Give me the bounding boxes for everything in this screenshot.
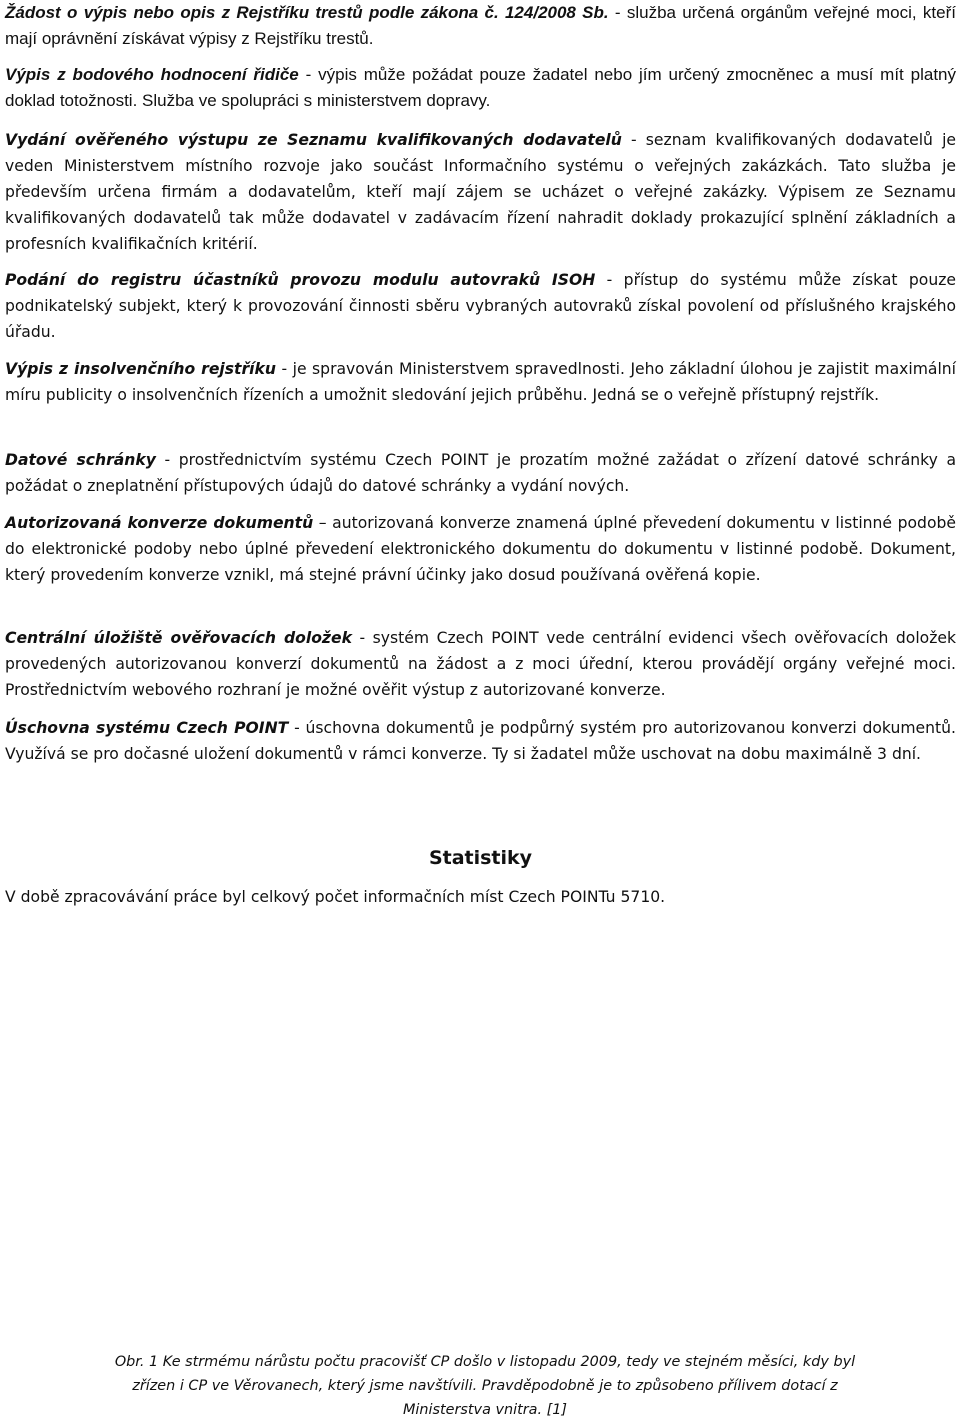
term-verification-storage: Centrální úložiště ověřovacích doložek <box>5 629 352 647</box>
paragraph-qualified-suppliers <box>5 127 956 257</box>
term-czech-point-storage: Úschovna systému Czech POINT <box>5 719 289 737</box>
text-qualified-suppliers: - seznam kvalifikovaných dodavatelů je veden Ministerstvem místního rozvoje jako součást Informačního systému o veřejných zakázkách. Tato služba je především určena firmám a dodavatelům, kteří mají zájem se ucházet o veřejné zakázky. Výpisem ze Seznamu kvalifikovaných dodavatelů tak může dodavatel v zadávacím řízení nahradit doklady prokazující splnění základních a profesních kvalifikačních kritérií. <box>5 131 956 253</box>
term-criminal-record: Žádost o výpis nebo opis z Rejstříku trestů podle zákona č. 124/2008 Sb. <box>5 3 609 22</box>
term-data-boxes: Datové schránky <box>5 451 156 469</box>
text-data-boxes: - prostřednictvím systému Czech POINT je prozatím možné zažádat o zřízení datové schránky a požádat o zneplatnění přístupových údajů do datové schránky a vydání nových. <box>5 451 957 495</box>
text-document-conversion: – autorizovaná konverze znamená úplné převedení dokumentu v listinné podobě do elektronické podoby nebo úplné převedení elektronického dokumentu do dokumentu v listinné podobě. Dokument, který provedením konverze vznikl, má stejné právní účinky jako dosud používaná ověřená kopie. <box>5 514 956 584</box>
paragraph-data-boxes <box>5 447 956 499</box>
paragraph-verification-storage <box>5 625 956 703</box>
text-driver-points: - výpis může požádat pouze žadatel nebo jím určený zmocněnec a musí mít platný doklad totožnosti. Služba ve spolupráci s ministerstvem dopravy. <box>5 65 956 110</box>
paragraph-insolvency-register <box>5 356 956 408</box>
text-criminal-record: - služba určená orgánům veřejné moci, kteří mají oprávnění získávat výpisy z Rejstříku trestů. <box>5 3 956 48</box>
text-insolvency-register: - je spravován Ministerstvem spravedlnosti. Jeho základní úlohou je zajistit maximální míru publicity o insolvenčních řízeních a umožnit sledování jejich průběhu. Jedná se o veřejně přístupný rejstřík. <box>5 360 956 404</box>
term-insolvency-register: Výpis z insolvenčního rejstříku <box>5 360 276 378</box>
text-verification-storage: - systém Czech POINT vede centrální evidenci všech ověřovacích doložek provedených autorizovanou konverzí dokumentů na žádost a z moci úřední, kterou provádějí orgány veřejné moci. Prostřednictvím webového rozhraní je možné ověřit výstup z autorizované konverze. <box>5 629 957 699</box>
term-document-conversion: Autorizovaná konverze dokumentů <box>5 514 314 532</box>
text-car-wreck-registry: - přístup do systému může získat pouze podnikatelský subjekt, který k provozování činnosti sběru vybraných autovraků získal povolení od příslušného krajského úřadu. <box>5 271 956 341</box>
paragraph-driver-points <box>5 62 956 114</box>
paragraph-czech-point-storage <box>5 715 956 767</box>
paragraph-car-wreck-registry <box>5 267 956 345</box>
statistics-heading: Statistiky <box>428 847 533 869</box>
term-qualified-suppliers: Vydání ověřeného výstupu ze Seznamu kvalifikovaných dodavatelů <box>5 131 622 149</box>
text-czech-point-storage: - úschovna dokumentů je podpůrný systém pro autorizovanou konverzi dokumentů. Využívá se pro dočasné uložení dokumentů v rámci konverze. Ty si žadatel může uschovat na dobu maximálně 3 dní. <box>5 719 956 763</box>
figure-caption: Obr. 1 Ke strmému nárůstu počtu pracovišť CP došlo v listopadu 2009, tedy ve stejném měsíci, kdy byl zřízen i CP ve Věrovanech, který jsme navštívili. Pravděpodobně je to způsobeno přílivem dotací z Ministerstva vnitra. [1] <box>114 1354 856 1418</box>
paragraph-document-conversion <box>5 510 956 588</box>
statistics-text: V době zpracovávání práce byl celkový počet informačních míst Czech POINTu 5710. <box>5 888 666 906</box>
term-driver-points: Výpis z bodového hodnocení řidiče <box>5 65 299 84</box>
paragraph-criminal-record <box>5 0 956 52</box>
term-car-wreck-registry: Podání do registru účastníků provozu modulu autovraků ISOH <box>5 271 596 289</box>
